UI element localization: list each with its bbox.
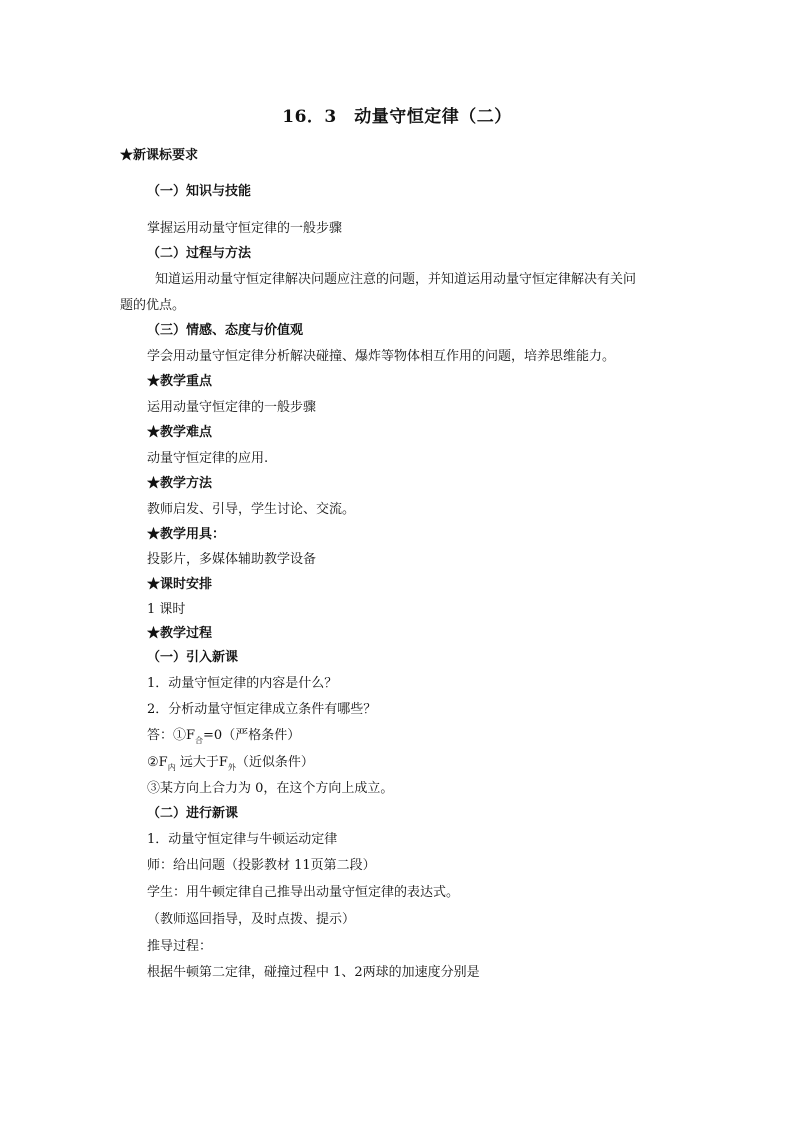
text-line: 根据牛顿第二定律，碰撞过程中 1、2两球的加速度分别是	[147, 965, 480, 980]
text-line: 教师启发、引导，学生讨论、交流。	[147, 502, 356, 517]
text-segment: ②F	[147, 755, 168, 770]
section-teaching-process: ★教学过程	[147, 626, 213, 641]
text-line: 动量守恒定律的应用.	[147, 451, 269, 466]
text-line: （教师巡回指导，及时点拨、提示）	[147, 912, 356, 927]
subscript: 外	[227, 763, 236, 772]
text-line: 学生：用牛顿定律自己推导出动量守恒定律的表达式。	[147, 885, 460, 900]
section-curriculum-standards: ★新课标要求	[120, 148, 199, 163]
text-line: 运用动量守恒定律的一般步骤	[147, 400, 317, 415]
text-line: 投影片，多媒体辅助教学设备	[147, 552, 317, 567]
text-line: 2．分析动量守恒定律成立条件有哪些？	[147, 702, 377, 717]
text-segment: 答：①F	[147, 728, 196, 743]
text-segment: 远大于F	[175, 755, 228, 770]
text-segment: （近似条件）	[235, 755, 314, 770]
section-class-schedule: ★课时安排	[147, 577, 213, 592]
subscript: 合	[195, 736, 204, 745]
section-teaching-methods: ★教学方法	[147, 476, 213, 491]
text-line: 题的优点。	[120, 298, 186, 313]
text-line: ③某方向上合力为 0，在这个方向上成立。	[147, 781, 394, 796]
text-line: 掌握运用动量守恒定律的一般步骤	[147, 221, 343, 236]
text-line: 学会用动量守恒定律分析解决碰撞、爆炸等物体相互作用的问题，培养思维能力。	[147, 349, 616, 364]
text-line: 1 课时	[147, 602, 186, 617]
subsection-process-methods: （二）过程与方法	[147, 246, 252, 261]
subsection-introduction: （一）引入新课	[147, 650, 239, 665]
text-line: 推导过程：	[147, 939, 213, 954]
subscript: 内	[167, 763, 176, 772]
text-line: 知道运用动量守恒定律解决问题应注意的问题，并知道运用动量守恒定律解决有关问	[155, 272, 637, 287]
subsection-attitude-values: （三）情感、态度与价值观	[147, 323, 304, 338]
text-line: 师：给出问题（投影教材 11页第二段）	[147, 858, 376, 873]
text-segment: =0（严格条件）	[203, 728, 301, 743]
subsection-new-lesson: （二）进行新课	[147, 806, 239, 821]
text-line: 1．动量守恒定律的内容是什么？	[147, 676, 338, 691]
page-title: 16．3 动量守恒定律（二）	[282, 107, 512, 127]
text-line: 1．动量守恒定律与牛顿运动定律	[147, 832, 338, 847]
answer-strict-condition	[147, 727, 300, 746]
section-teaching-aids: ★教学用具：	[147, 527, 226, 542]
subsection-knowledge-skills: （一）知识与技能	[147, 184, 252, 199]
section-teaching-difficulty: ★教学难点	[147, 425, 213, 440]
section-teaching-focus: ★教学重点	[147, 374, 213, 389]
answer-approximate-condition	[147, 754, 314, 773]
